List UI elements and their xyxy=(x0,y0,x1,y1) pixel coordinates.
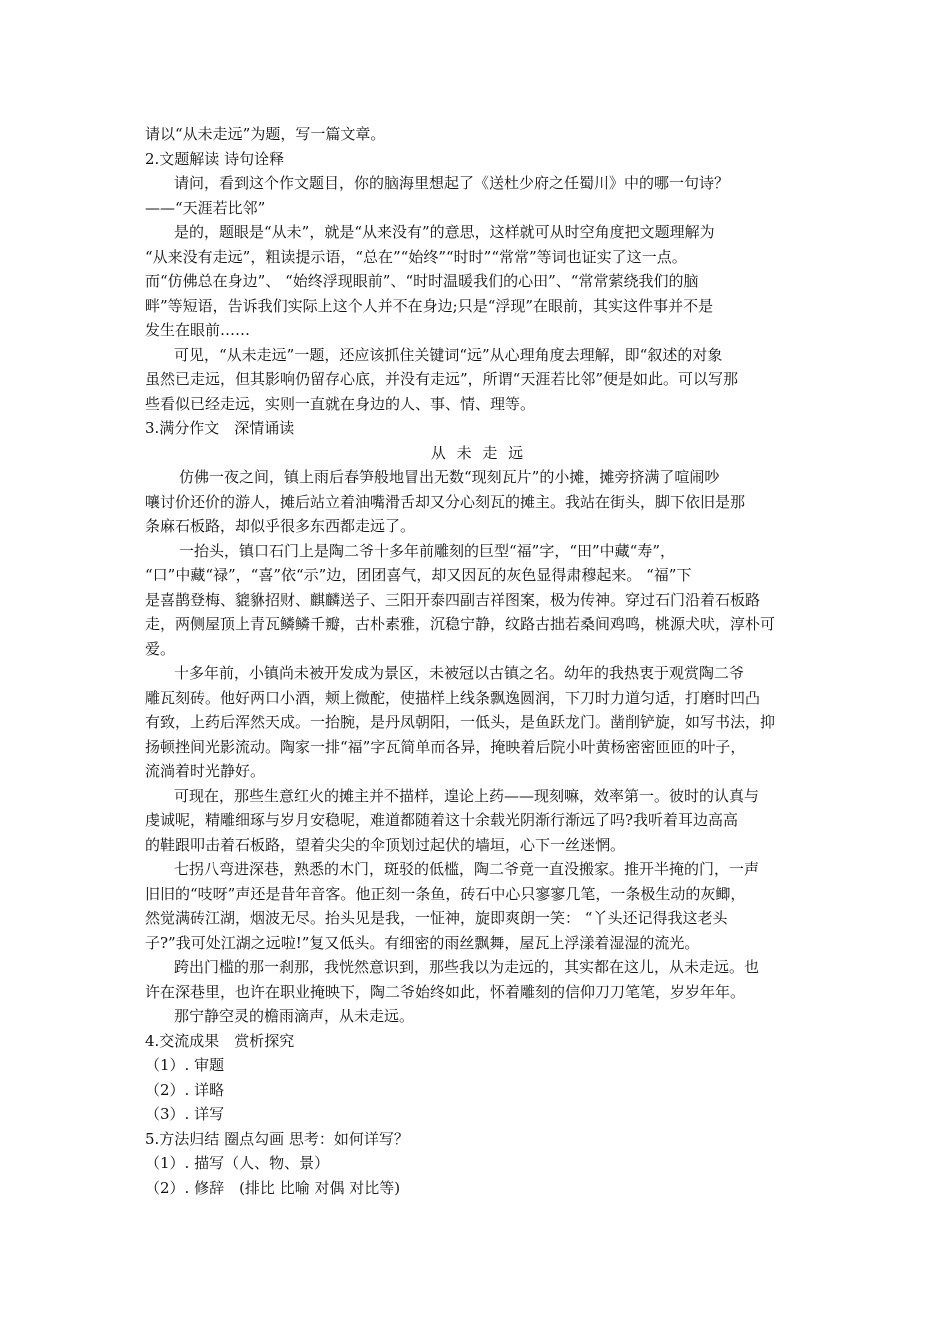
paragraph-line: 流淌着时光静好。 xyxy=(145,762,266,780)
paragraph-line: 爱。 xyxy=(145,639,176,658)
paragraph-line: 是喜鹊登梅、貔貅招财、麒麟送子、三阳开泰四副吉祥图案，极为传神。穿过石门沿着石板路 xyxy=(145,590,761,609)
essay-title: 从 未 走 远 xyxy=(430,443,527,462)
paragraph-line: 跨出门槛的那一刹那，我恍然意识到，那些我以为走远的，其实都在这儿，从未走远。也 xyxy=(174,958,760,976)
paragraph-line: 雕瓦刻砖。他好两口小酒，颊上微酡，使描样上线条飘逸圆润，下刀时力道匀适，打磨时凹凸 xyxy=(145,688,761,707)
paragraph-line: 许在深巷里，也许在职业掩映下，陶二爷始终如此，怀着雕刻的信仰刀刀笔笔，岁岁年年。 xyxy=(145,982,746,1001)
paragraph-line: 是的，题眼是“从未”，就是“从来没有”的意思，这样就可从时空角度把文题理解为 xyxy=(174,223,715,241)
paragraph-line: 虔诚呢，精雕细琢与岁月安稳呢，难道都随着这十余载光阴渐行渐远了吗?我听着耳边高高 xyxy=(145,811,739,829)
paragraph-line: 虽然已走远，但其影响仍留存心底，并没有走远”，所谓“天涯若比邻”便是如此。可以写那 xyxy=(145,370,739,388)
paragraph-line: 七拐八弯进深巷，熟悉的木门，斑驳的低槛，陶二爷竟一直没搬家。推开半掩的门，一声 xyxy=(174,860,760,878)
section-4-heading: 4.交流成果 赏析探究 xyxy=(145,1031,295,1050)
paragraph-line: ——“天涯若比邻” xyxy=(145,198,266,217)
list-item: （1）. 描写（人、物、景） xyxy=(145,1154,330,1172)
paragraph-line: 可见，“从未走远”一题，还应该抓住关键词“远”从心理角度去理解，即“叙述的对象 xyxy=(174,345,723,364)
list-item: （2）. 修辞 (排比 比喻 对偶 对比等) xyxy=(145,1178,401,1197)
paragraph-line: 十多年前，小镇尚未被开发成为景区，未被冠以古镇之名。幼年的我热衷于观赏陶二爷 xyxy=(174,664,745,682)
paragraph-line: 些看似已经走远，实则一直就在身边的人、事、情、理等。 xyxy=(145,394,536,413)
section-3-heading: 3.满分作文 深情诵读 xyxy=(145,419,295,437)
paragraph-line: 然觉满砖江湖，烟波无尽。抬头见是我，一怔神，旋即爽朗一笑： “丫头还记得我这老头 xyxy=(145,909,728,927)
paragraph-line: 而“仿佛总在身边”、 “始终浮现眼前”、“时时温暖我们的心田”、“常常萦绕我们的脑 xyxy=(145,272,699,290)
paragraph-line: 畔”等短语，告诉我们实际上这个人并不在身边;只是“浮现”在眼前，其实这件事并不是 xyxy=(145,296,714,315)
paragraph-line: 有致，上药后浑然天成。一抬腕，是丹凤朝阳，一低头，是鱼跃龙门。凿削铲旋，如写书法，抑 xyxy=(145,713,776,731)
paragraph-line: “口”中藏“禄”，“喜”依“示”边，团团喜气，却又因瓦的灰色显得肃穆起来。 “福”下 xyxy=(145,566,692,584)
paragraph-line: 一抬头，镇口石门上是陶二爷十多年前雕刻的巨型“福”字，“田”中藏“寿”， xyxy=(179,541,676,560)
list-item: （3）. 详写 xyxy=(145,1105,225,1123)
paragraph-line: 旧旧的“吱呀”声还是昔年音客。他正刻一条鱼，砖石中心只寥寥几笔，一条极生动的灰鲫， xyxy=(145,884,746,903)
section-5-heading: 5.方法归结 圈点勾画 思考：如何详写？ xyxy=(145,1129,409,1148)
paragraph-line: 请问，看到这个作文题目，你的脑海里想起了《送杜少府之任蜀川》中的哪一句诗？ xyxy=(174,174,730,192)
section-2-heading: 2.文题解读 诗句诠释 xyxy=(145,149,285,168)
paragraph-line: 走，两侧屋顶上青瓦鳞鳞千瓣，古朴素雅，沉稳宁静，纹路古拙若桑间鸡鸣，桃源犬吠，淳朴可 xyxy=(145,615,776,633)
list-item: （1）. 审题 xyxy=(145,1056,225,1074)
paragraph-line: 可现在，那些生意红火的摊主并不描样，遑论上药——现刻嘛，效率第一。彼时的认真与 xyxy=(174,786,760,805)
paragraph-line: 条麻石板路，却似乎很多东西都走远了。 xyxy=(145,517,416,535)
paragraph-line: 发生在眼前…… xyxy=(145,321,251,339)
paragraph-line: 的鞋跟叩击着石板路，望着尖尖的伞顶划过起伏的墙垣，心下一丝迷惘。 xyxy=(145,835,626,854)
essay-prompt: 请以“从未走远”为题，写一篇文章。 xyxy=(145,125,386,143)
paragraph-line: 那宁静空灵的檐雨滴声，从未走远。 xyxy=(174,1007,415,1025)
paragraph-line: 嚷讨价还价的游人，摊后站立着油嘴滑舌却又分心刻瓦的摊主。我站在街头，脚下依旧是那 xyxy=(145,492,746,511)
paragraph-line: “从来没有走远”，粗读提示语，“总在”“始终”“时时”“常常”等词也证实了这一点。 xyxy=(145,247,687,266)
paragraph-line: 仿佛一夜之间，镇上雨后春笋般地冒出无数“现刻瓦片”的小摊，摊旁挤满了喧闹吵 xyxy=(179,468,720,486)
paragraph-line: 子?”我可处江湖之远啦!”复又低头。有细密的雨丝飘舞，屋瓦上浮漾着湿湿的流光。 xyxy=(145,933,700,952)
paragraph-line: 扬顿挫间光影流动。陶家一排“福”字瓦简单而各异，掩映着后院小叶黄杨密密匝匝的叶子， xyxy=(145,737,746,756)
list-item: （2）. 详略 xyxy=(145,1080,225,1099)
